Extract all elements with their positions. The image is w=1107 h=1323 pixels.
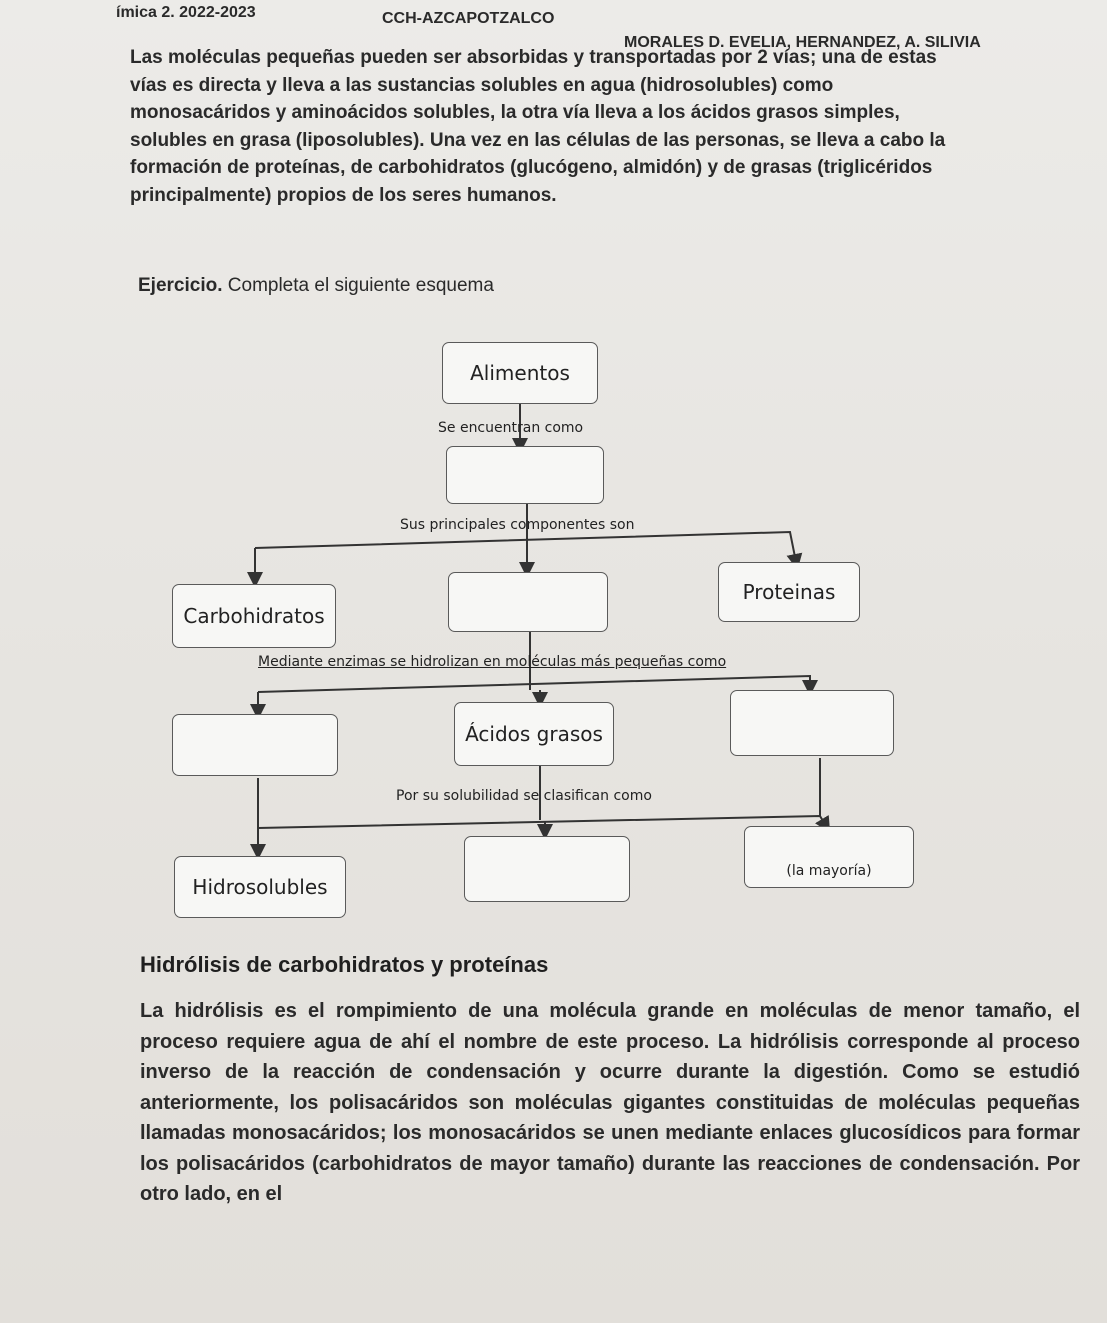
mediante-enzimas-label: Mediante enzimas se hidrolizan en moléculas más pequeñas como: [258, 654, 727, 670]
exercise-text: Completa el siguiente esquema: [222, 275, 494, 296]
blank-box-forma[interactable]: [446, 446, 604, 504]
solubilidad-label: Por su solubilidad se clasifican como: [396, 788, 652, 804]
alimentos-box: Alimentos: [442, 342, 598, 404]
la-mayoria-label: (la mayoría): [786, 863, 872, 879]
components-branch-line: [255, 532, 796, 562]
se-encuentran-label: Se encuentran como: [438, 420, 584, 436]
acidos-grasos-box: Ácidos grasos: [454, 702, 614, 766]
proteinas-box: Proteinas: [718, 562, 860, 622]
solubility-branch-line: [258, 816, 826, 828]
carbohidratos-box: Carbohidratos: [172, 584, 336, 648]
exercise-label: Ejercicio.: [138, 275, 223, 296]
section-title: Hidrólisis de carbohidratos y proteínas: [140, 952, 549, 977]
course-label: ímica 2. 2022-2023: [116, 4, 256, 21]
hydrolysis-branch-line: [258, 676, 810, 692]
blank-box-monosacaridos[interactable]: [172, 714, 338, 776]
blank-box-liposolubles[interactable]: [464, 836, 630, 902]
authors-label: MORALES D. EVELIA, HERNANDEZ, A. SILIVIA: [624, 34, 981, 51]
school-label: CCH-AZCAPOTZALCO: [382, 10, 555, 27]
blank-box-aminoacidos[interactable]: [730, 690, 894, 756]
intro-paragraph: Las moléculas pequeñas pueden ser absorbidas y transportadas por 2 vías; una de estas vías es directa y lleva a las sustancias solubles en agua (hidrosolubles) como monosacáridos y aminoácidos solubles, la otra vía lleva a los ácidos grasos simples, solubles en grasa (liposolubles). Una vez en las células de las personas, se lleva a cabo la formación de proteínas, de carbohidratos (glucógeno, almidón) y de grasas (triglicéridos principalmente) propios de los seres humanos.: [130, 47, 946, 206]
la-mayoria-box[interactable]: [744, 826, 914, 888]
componentes-label: Sus principales componentes son: [400, 517, 635, 533]
hydrolysis-paragraph: La hidrólisis es el rompimiento de una molécula grande en moléculas de menor tamaño, el proceso requiere agua de ahí el nombre de este proceso. La hidrólisis corresponde al proceso inverso de la reacción de condensación y ocurre durante la digestión. Como se estudió anteriormente, los polisacáridos son moléculas gigantes constituidas de moléculas pequeñas llamadas monosacáridos; los monosacáridos se unen mediante enlaces glucosídicos para formar los polisacáridos (carbohidratos de mayor tamaño) durante las reacciones de condensación. Por otro lado, en el: [140, 1000, 1080, 1205]
blank-box-lipidos[interactable]: [448, 572, 608, 632]
hidrosolubles-box: Hidrosolubles: [174, 856, 346, 918]
